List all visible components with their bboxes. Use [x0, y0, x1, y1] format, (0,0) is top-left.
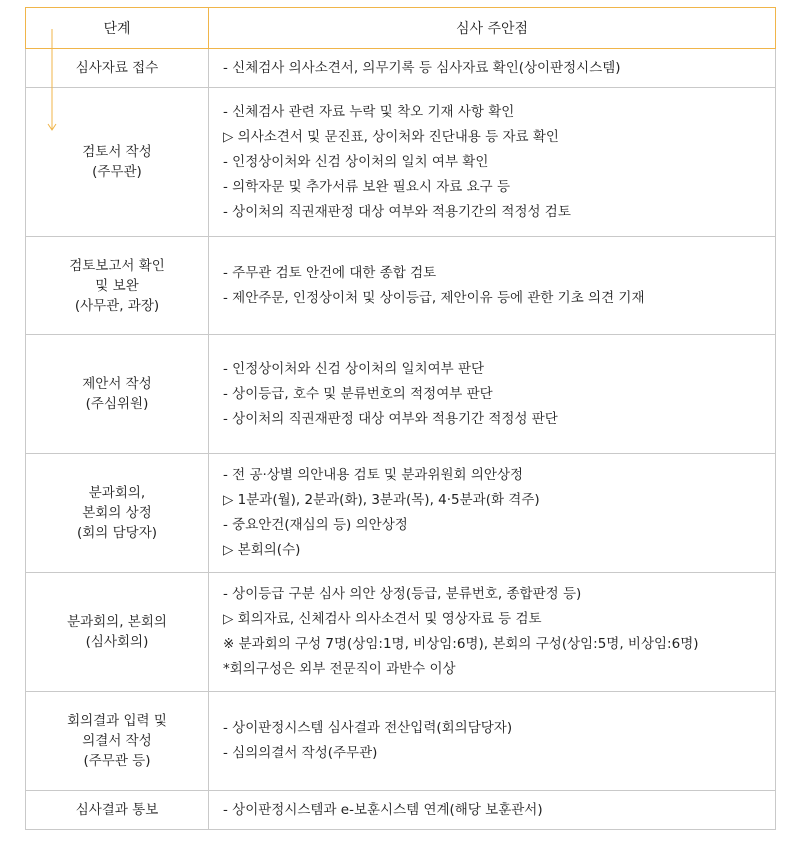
- note-line: - 상이처의 직권재판정 대상 여부와 적용기간의 적정성 검토: [223, 203, 571, 220]
- table-header-row: [26, 8, 776, 49]
- note-line: *회의구성은 외부 전문직이 과반수 이상: [223, 661, 456, 677]
- stage-label-line: 및 보완: [95, 277, 139, 294]
- note-line: - 상이등급 구분 심사 의안 상정(등급, 분류번호, 종합판정 등): [223, 586, 582, 602]
- stage-label-line: (주심위원): [85, 396, 149, 412]
- procedure-table: [25, 7, 776, 830]
- note-line: - 중요안건(재심의 등) 의안상정: [223, 517, 408, 533]
- table-row: [26, 791, 776, 830]
- note-line: - 상이판정시스템 심사결과 전산입력(회의담당자): [223, 720, 513, 736]
- procedure-table-container: [25, 7, 775, 830]
- stage-label-line: 검토보고서 확인: [69, 257, 165, 274]
- note-line: ▷ 회의자료, 신체검사 의사소견서 및 영상자료 등 검토: [223, 611, 542, 627]
- note-line: - 인정상이처와 신검 상이처의 일치여부 판단: [223, 360, 485, 377]
- notes-cell: [209, 573, 776, 692]
- table-row: [26, 237, 776, 335]
- notes-cell: [209, 791, 776, 830]
- stage-label-line: 제안서 작성: [82, 376, 152, 392]
- note-line: ※ 분과회의 구성 7명(상임:1명, 비상임:6명), 본회의 구성(상임:5명, 비상임:6명): [223, 636, 699, 652]
- stage-cell: [26, 692, 209, 791]
- stage-label-line: 의결서 작성: [82, 733, 152, 749]
- note-line: - 상이처의 직권재판정 대상 여부와 적용기간 적정성 판단: [223, 410, 558, 427]
- stage-cell: [26, 335, 209, 454]
- notes-cell: [209, 692, 776, 791]
- stage-label-line: (회의 담당자): [76, 525, 158, 541]
- table-row: [26, 573, 776, 692]
- note-line: - 심의의결서 작성(주무관): [223, 745, 378, 761]
- notes-cell: [209, 88, 776, 237]
- note-line: - 상이등급, 호수 및 분류번호의 적정여부 판단: [223, 385, 493, 402]
- note-line: - 인정상이처와 신검 상이처의 일치 여부 확인: [223, 153, 489, 170]
- header-notes: 심사 주안점: [209, 8, 776, 49]
- stage-label-line: 검토서 작성: [82, 144, 152, 160]
- note-line: ▷ 1분과(월), 2분과(화), 3분과(목), 4·5분과(화 격주): [223, 492, 540, 508]
- table-row: [26, 49, 776, 88]
- stage-label-line: (주무관): [92, 164, 142, 180]
- notes-cell: [209, 49, 776, 88]
- note-line: - 신체검사 관련 자료 누락 및 착오 기재 사항 확인: [223, 103, 515, 120]
- stage-cell: [26, 454, 209, 573]
- note-line: - 전 공·상별 의안내용 검토 및 분과위원회 의안상정: [223, 467, 524, 483]
- stage-cell: [26, 791, 209, 830]
- note-line: - 상이판정시스템과 e-보훈시스템 연계(해당 보훈관서): [223, 801, 543, 818]
- table-row: [26, 454, 776, 573]
- notes-cell: [209, 237, 776, 335]
- stage-label-line: 분과회의, 본회의: [67, 614, 167, 630]
- stage-label-line: 심사결과 통보: [75, 802, 159, 818]
- stage-label-line: 분과회의,: [88, 485, 146, 501]
- stage-label-line: (사무관, 과장): [74, 297, 160, 314]
- notes-cell: [209, 335, 776, 454]
- table-row: [26, 335, 776, 454]
- note-line: ▷ 본회의(수): [223, 542, 301, 558]
- stage-label-line: 회의결과 입력 및: [67, 713, 167, 729]
- note-line: ▷ 의사소견서 및 문진표, 상이처와 진단내용 등 자료 확인: [223, 128, 559, 145]
- stage-label-line: (주무관 등): [83, 753, 151, 769]
- stage-label-line: 심사자료 접수: [75, 60, 159, 76]
- note-line: - 의학자문 및 추가서류 보완 필요시 자료 요구 등: [223, 178, 510, 195]
- stage-label-line: 본회의 상정: [82, 505, 152, 521]
- stage-label-line: (심사회의): [85, 634, 149, 650]
- note-line: - 제안주문, 인정상이처 및 상이등급, 제안이유 등에 관한 기초 의견 기재: [223, 289, 645, 306]
- notes-cell: [209, 454, 776, 573]
- note-line: - 신체검사 의사소견서, 의무기록 등 심사자료 확인(상이판정시스템): [223, 59, 621, 76]
- note-line: - 주무관 검토 안건에 대한 종합 검토: [223, 264, 437, 281]
- stage-cell: [26, 573, 209, 692]
- table-row: [26, 692, 776, 791]
- table-row: [26, 88, 776, 237]
- arrow-down-icon: [47, 29, 57, 131]
- header-stage: 단계: [26, 8, 209, 49]
- stage-cell: [26, 237, 209, 335]
